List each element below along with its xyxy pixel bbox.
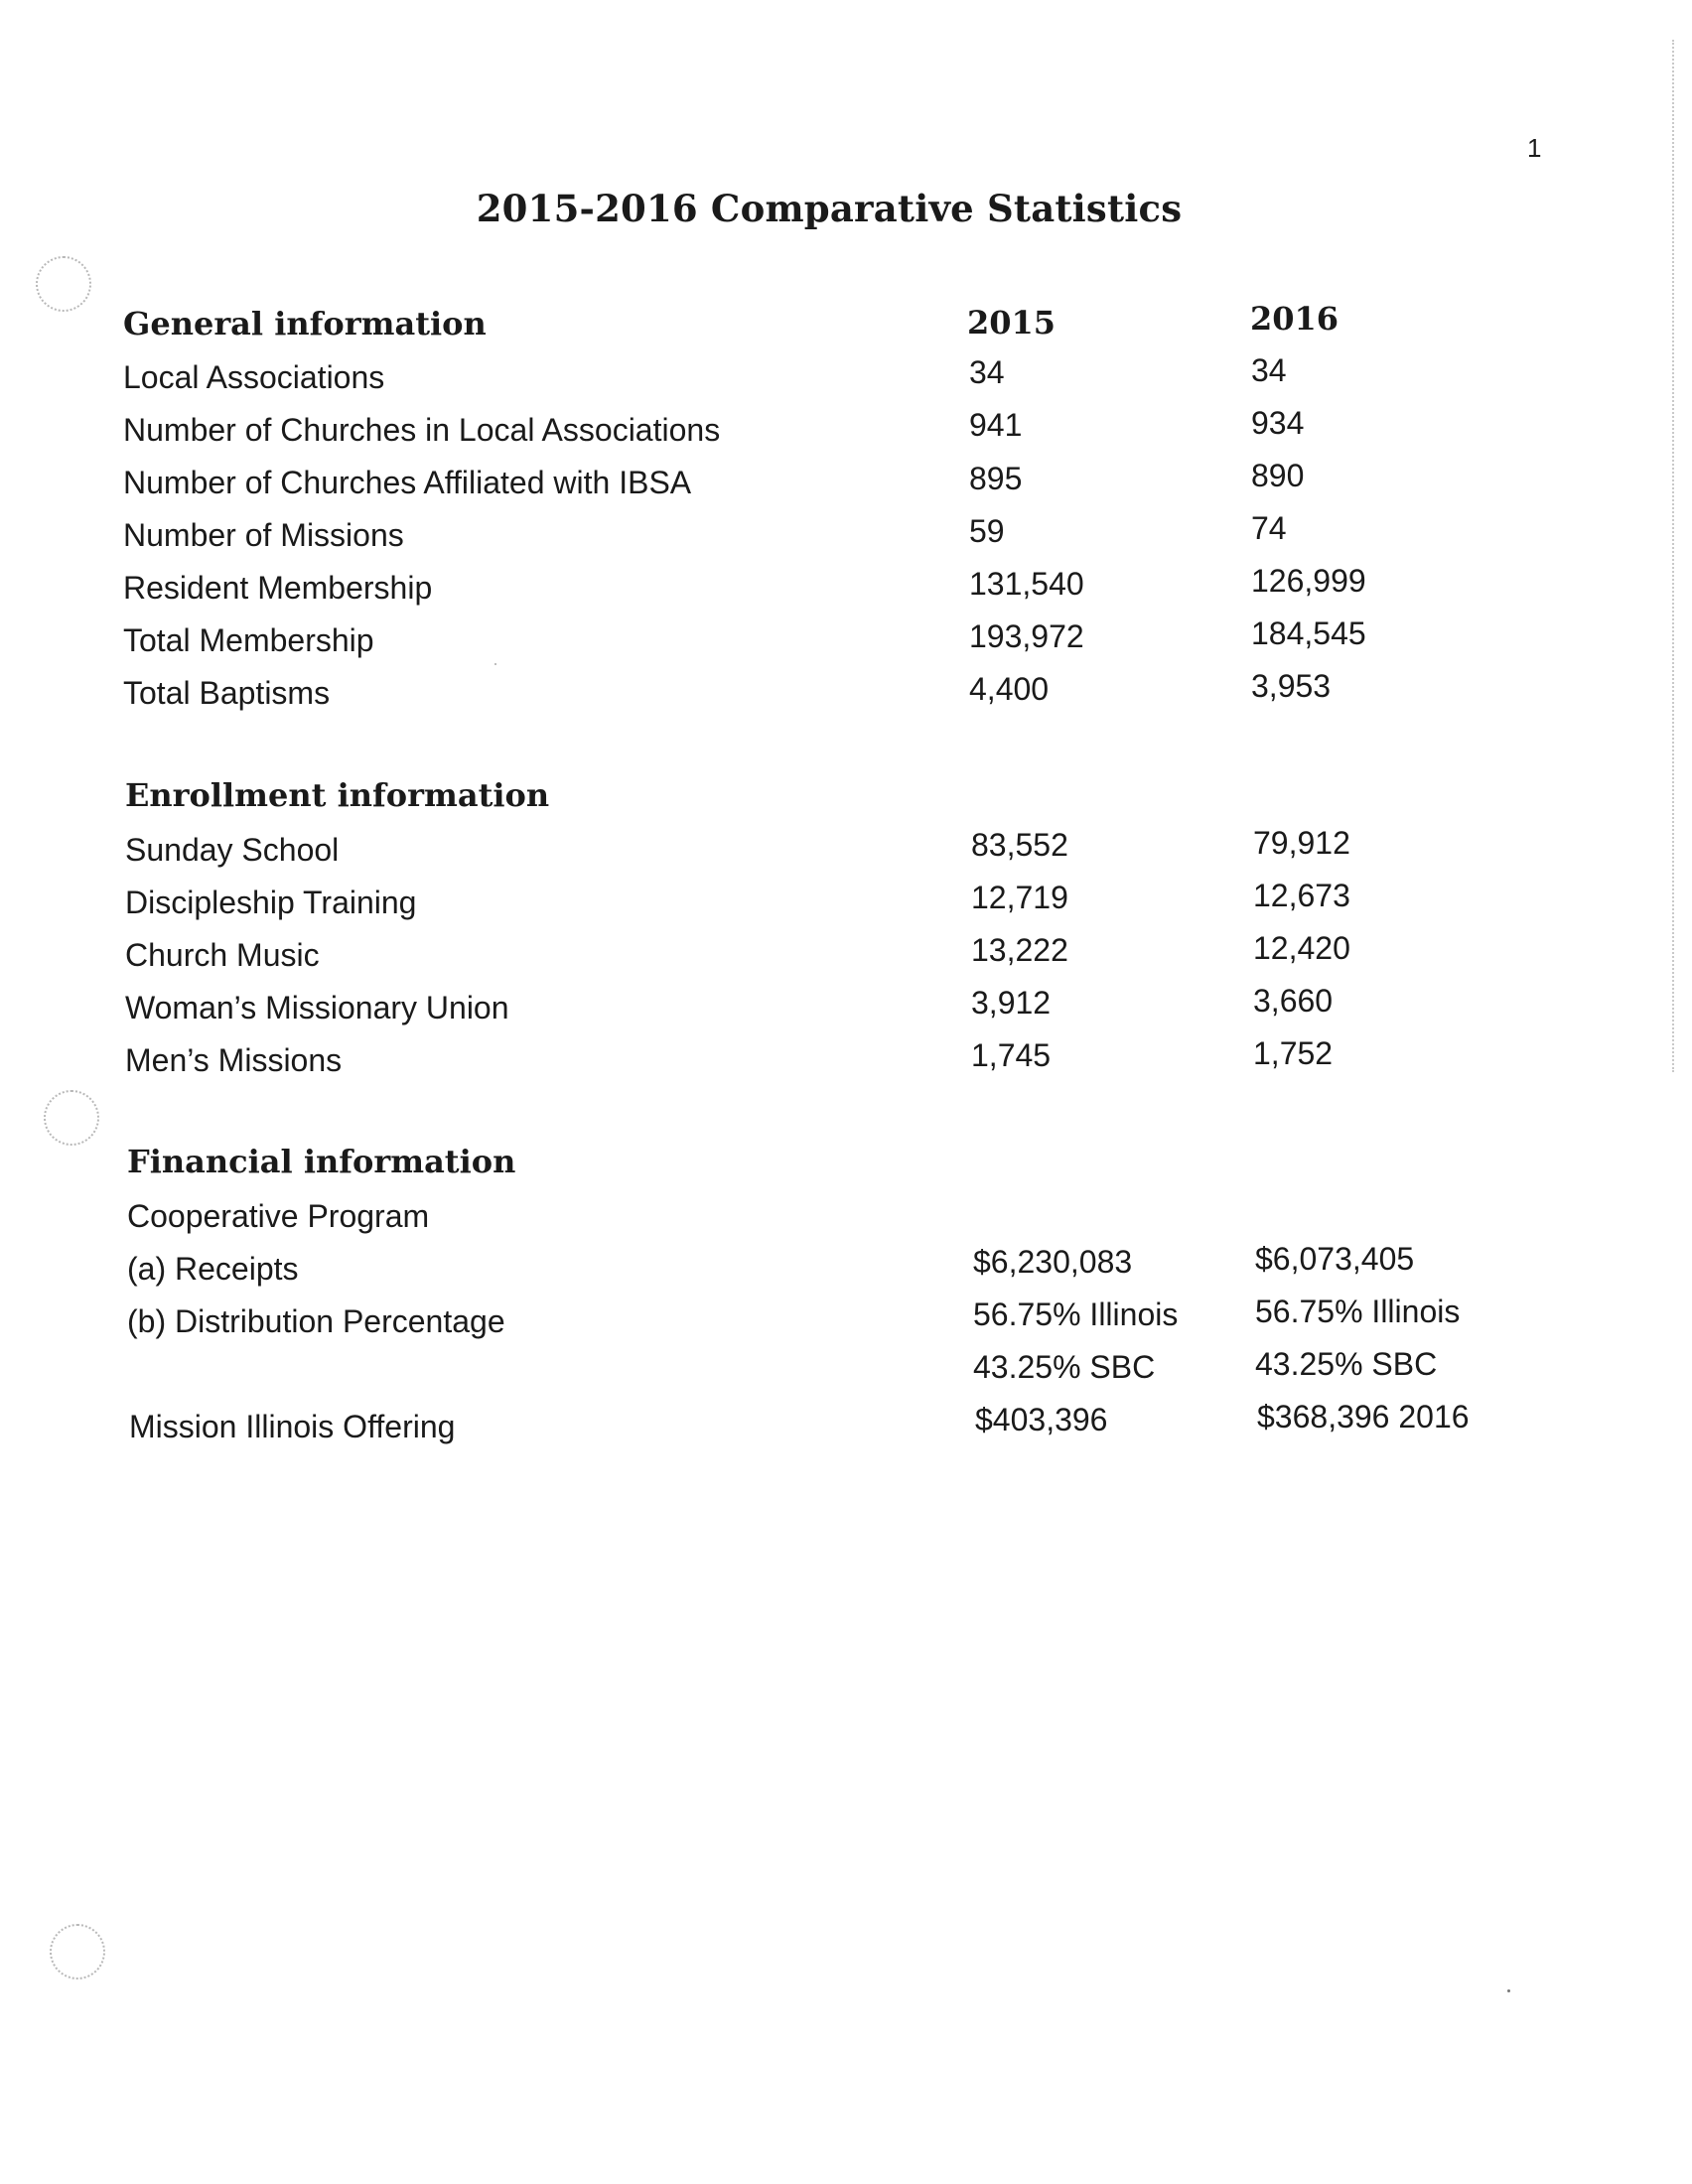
scan-edge [1672,40,1674,1072]
local-associations-2016: 34 [1251,352,1287,388]
row-label-discipleship-training: Discipleship Training [125,885,417,920]
financial-information-heading: Financial information [127,1143,516,1180]
row-label-total-membership: Total Membership [123,622,374,658]
number-of-missions-2015: 59 [969,513,1005,549]
row-label-churches-in-local-associations: Number of Churches in Local Associations [123,412,721,448]
receipts-2015: $6,230,083 [973,1244,1133,1280]
row-label-local-associations: Local Associations [123,359,385,395]
distribution-2015-illinois: 56.75% Illinois [973,1297,1179,1332]
mission-illinois-offering-2015: $403,396 [975,1402,1108,1437]
row-label-womans-missionary-union: Woman’s Missionary Union [125,990,509,1025]
sunday-school-2016: 79,912 [1253,825,1350,861]
scan-speck [1507,1989,1510,1992]
church-music-2016: 12,420 [1253,930,1350,966]
resident-membership-2016: 126,999 [1251,563,1366,599]
total-baptisms-2015: 4,400 [969,671,1050,707]
row-label-mens-missions: Men’s Missions [125,1042,343,1078]
distribution-2016-illinois: 56.75% Illinois [1255,1294,1461,1329]
row-label-distribution-percentage: (b) Distribution Percentage [127,1303,505,1339]
document-title: 2015-2016 Comparative Statistics [476,187,1183,230]
column-header-2016: 2016 [1250,300,1340,338]
row-label-receipts: (a) Receipts [127,1251,299,1287]
churches-affiliated-ibsa-2015: 895 [969,461,1023,496]
receipts-2016: $6,073,405 [1255,1241,1415,1277]
distribution-2016-sbc: 43.25% SBC [1255,1346,1438,1382]
column-header-2015: 2015 [967,304,1057,341]
discipleship-training-2016: 12,673 [1253,878,1350,913]
general-information-heading: General information [123,305,487,342]
punch-hole-middle [44,1090,99,1146]
total-membership-2016: 184,545 [1251,615,1366,651]
sunday-school-2015: 83,552 [971,827,1068,863]
row-label-number-of-missions: Number of Missions [123,517,404,553]
church-music-2015: 13,222 [971,932,1068,968]
row-label-resident-membership: Resident Membership [123,570,433,606]
row-label-total-baptisms: Total Baptisms [123,675,331,711]
punch-hole-top [36,256,91,312]
mission-illinois-offering-2016: $368,396 2016 [1257,1399,1470,1434]
churches-in-local-associations-2015: 941 [969,407,1023,443]
row-label-mission-illinois-offering: Mission Illinois Offering [129,1409,456,1444]
scan-speck [494,663,496,665]
womans-missionary-union-2016: 3,660 [1253,983,1334,1019]
number-of-missions-2016: 74 [1251,510,1287,546]
punch-hole-bottom [50,1924,105,1979]
total-membership-2015: 193,972 [969,618,1084,654]
row-label-cooperative-program: Cooperative Program [127,1198,430,1234]
enrollment-information-heading: Enrollment information [125,776,550,814]
total-baptisms-2016: 3,953 [1251,668,1332,704]
womans-missionary-union-2015: 3,912 [971,985,1052,1021]
row-label-church-music: Church Music [125,937,320,973]
discipleship-training-2015: 12,719 [971,880,1068,915]
mens-missions-2016: 1,752 [1253,1035,1334,1071]
local-associations-2015: 34 [969,354,1005,390]
row-label-sunday-school: Sunday School [125,832,340,868]
row-label-churches-affiliated-ibsa: Number of Churches Affiliated with IBSA [123,465,692,500]
mens-missions-2015: 1,745 [971,1037,1052,1073]
churches-affiliated-ibsa-2016: 890 [1251,458,1305,493]
distribution-2015-sbc: 43.25% SBC [973,1349,1156,1385]
page-number: 1 [1527,133,1542,163]
churches-in-local-associations-2016: 934 [1251,405,1305,441]
resident-membership-2015: 131,540 [969,566,1084,602]
